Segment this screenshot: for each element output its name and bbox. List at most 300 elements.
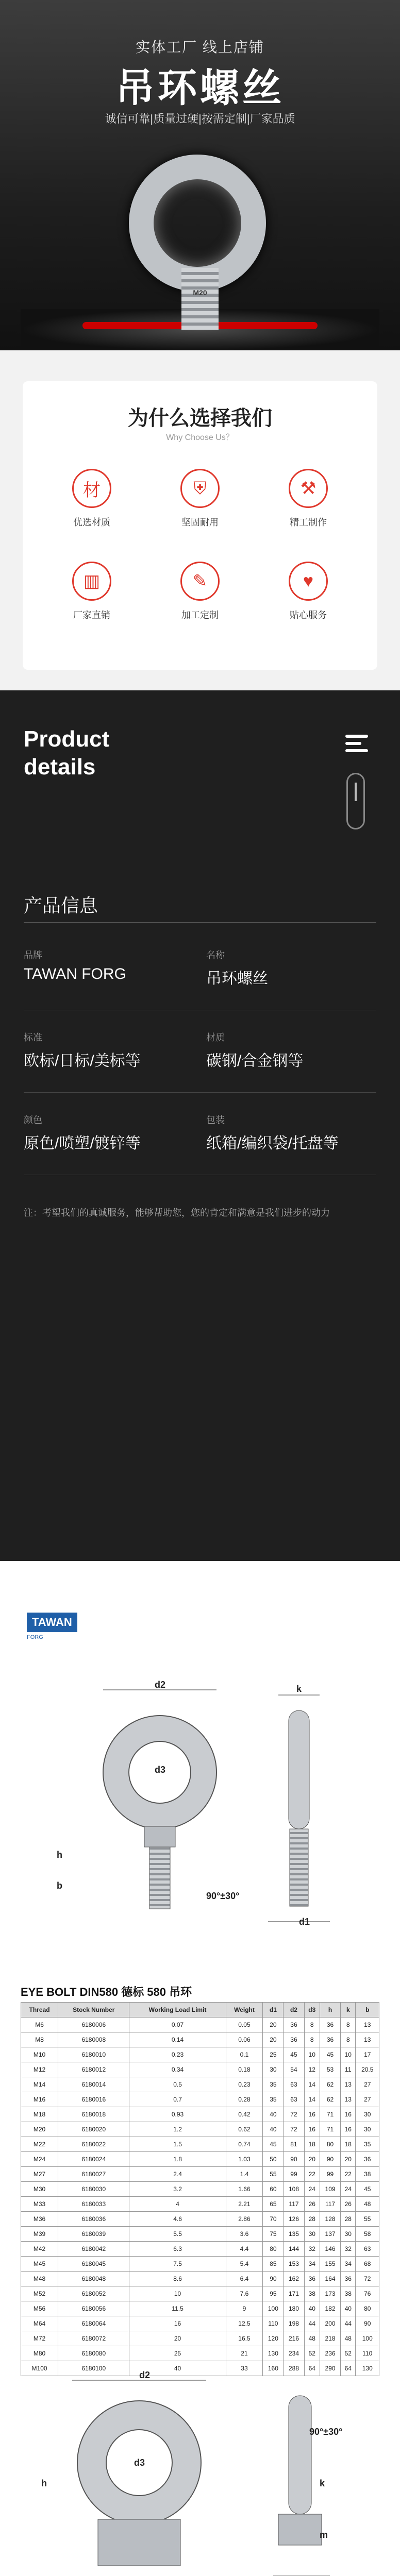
table-cell: 11.5 [129, 2301, 226, 2316]
table-cell: 30 [341, 2227, 356, 2242]
table-cell: M64 [21, 2316, 58, 2331]
table-cell: 0.62 [226, 2122, 263, 2137]
table-cell: 2.4 [129, 2167, 226, 2182]
table-cell: 1.2 [129, 2122, 226, 2137]
table-cell: M27 [21, 2167, 58, 2182]
table-cell: 80 [263, 2242, 284, 2257]
table-cell: 36 [284, 2032, 304, 2047]
table-cell: 48 [304, 2331, 320, 2346]
table-cell: 162 [284, 2272, 304, 2286]
table-cell: 72 [356, 2272, 379, 2286]
column-header: h [320, 2003, 340, 2018]
table-cell: 45 [263, 2137, 284, 2152]
table-cell: 6180042 [58, 2242, 129, 2257]
info-value: 碳钢/合金钢等 [206, 1053, 304, 1070]
table-cell: 0.06 [226, 2032, 263, 2047]
table-row [21, 2286, 379, 2301]
table-cell: 6180010 [58, 2047, 129, 2062]
table-cell: 6180018 [58, 2107, 129, 2122]
table-cell: 2.21 [226, 2197, 263, 2212]
table-cell: 90 [284, 2152, 304, 2167]
table-cell: 135 [284, 2227, 304, 2242]
feature-label: 厂家直销 [73, 610, 110, 620]
table-cell: 40 [129, 2361, 226, 2376]
table-cell: M80 [21, 2346, 58, 2361]
table-cell: M12 [21, 2062, 58, 2077]
table-cell: 64 [304, 2361, 320, 2376]
table-cell: 62 [320, 2077, 340, 2092]
table-cell: 80 [356, 2301, 379, 2316]
table-cell: 0.74 [226, 2137, 263, 2152]
table-cell: M20 [21, 2122, 58, 2137]
table-cell: 0.18 [226, 2062, 263, 2077]
info-value: 欧标/日标/美标等 [24, 1053, 141, 1070]
table-cell: 34 [304, 2257, 320, 2272]
table-cell: 12 [304, 2062, 320, 2077]
table-cell: 63 [284, 2077, 304, 2092]
factory-icon: ▥ [72, 562, 111, 601]
feature-label: 优选材质 [73, 517, 110, 528]
feature-item [169, 469, 231, 529]
table-cell: 36 [304, 2272, 320, 2286]
table-cell: 63 [356, 2242, 379, 2257]
table-cell: 153 [284, 2257, 304, 2272]
table-cell: 44 [304, 2316, 320, 2331]
table-cell: M52 [21, 2286, 58, 2301]
table-cell: 144 [284, 2242, 304, 2257]
table-cell: 20 [263, 2018, 284, 2032]
info-key: 标准 [24, 1032, 42, 1043]
table-cell: 45 [320, 2047, 340, 2062]
table-cell: 20 [304, 2152, 320, 2167]
table-cell: 6180006 [58, 2018, 129, 2032]
table-cell: 90 [356, 2316, 379, 2331]
table-cell: M56 [21, 2301, 58, 2316]
table-cell: 6180048 [58, 2272, 129, 2286]
table-cell: 81 [284, 2137, 304, 2152]
shield-icon: ⛨ [180, 469, 220, 508]
table-cell: 0.5 [129, 2077, 226, 2092]
info-brand [24, 948, 178, 983]
table-cell: M24 [21, 2152, 58, 2167]
table-cell: 90 [263, 2272, 284, 2286]
table-cell: 16.5 [226, 2331, 263, 2346]
material-icon: 材 [72, 469, 111, 508]
table-cell: 110 [356, 2346, 379, 2361]
table-cell: 146 [320, 2242, 340, 2257]
table-cell: 3.6 [226, 2227, 263, 2242]
table-row [21, 2077, 379, 2092]
table-cell: 72 [284, 2122, 304, 2137]
table-cell: 71 [320, 2122, 340, 2137]
info-packaging [206, 1113, 361, 1153]
collar [144, 1826, 175, 1847]
table-cell: 12.5 [226, 2316, 263, 2331]
table-cell: 0.34 [129, 2062, 226, 2077]
table-cell: 5.5 [129, 2227, 226, 2242]
table-cell: 32 [304, 2242, 320, 2257]
table-cell: 52 [341, 2346, 356, 2361]
table-cell: 36 [284, 2018, 304, 2032]
table-cell: M22 [21, 2137, 58, 2152]
table-row [21, 2062, 379, 2077]
dim-label: d3 [155, 1765, 166, 1775]
info-value: TAWAN FORG [24, 965, 126, 982]
table-cell: 53 [320, 2062, 340, 2077]
table-cell: 216 [284, 2331, 304, 2346]
table-cell: 0.1 [226, 2047, 263, 2062]
table-cell: 16 [341, 2122, 356, 2137]
table-row [21, 2272, 379, 2286]
table-cell: 198 [284, 2316, 304, 2331]
pencil-ruler-icon: ✎ [180, 562, 220, 601]
dim-label: d2 [155, 1680, 166, 1690]
table-cell: M100 [21, 2361, 58, 2376]
craft-icon: ⚒ [289, 469, 328, 508]
table-cell: 6180064 [58, 2316, 129, 2331]
table-cell: 6180024 [58, 2152, 129, 2167]
dim-label: d3 [134, 2458, 145, 2468]
table-row [21, 2316, 379, 2331]
table-cell: 76 [356, 2286, 379, 2301]
table-row [21, 2032, 379, 2047]
table-cell: 182 [320, 2301, 340, 2316]
table-cell: 6180036 [58, 2212, 129, 2227]
table-cell: 6180020 [58, 2122, 129, 2137]
table-cell: 180 [284, 2301, 304, 2316]
table-cell: 16 [341, 2107, 356, 2122]
dim-label: b [57, 1880, 62, 1891]
details-heading-line1: Product [24, 726, 110, 752]
dim-label: k [296, 1684, 302, 1694]
feature-label: 加工定制 [181, 610, 219, 620]
table-cell: 9 [226, 2301, 263, 2316]
table-cell: 0.93 [129, 2107, 226, 2122]
table-cell: 36 [341, 2272, 356, 2286]
scroll-indicator-icon [346, 773, 365, 829]
table-cell: 11 [341, 2062, 356, 2077]
table-cell: M18 [21, 2107, 58, 2122]
table-cell: 6180022 [58, 2137, 129, 2152]
table-cell: 65 [263, 2197, 284, 2212]
table-cell: 20 [263, 2032, 284, 2047]
table-cell: M48 [21, 2272, 58, 2286]
table-cell: 108 [284, 2182, 304, 2197]
info-value: 吊环螺丝 [206, 970, 268, 987]
table-cell: 40 [341, 2301, 356, 2316]
table-row [21, 2107, 379, 2122]
table-cell: 30 [356, 2107, 379, 2122]
table-cell: M6 [21, 2018, 58, 2032]
table-cell: 0.07 [129, 2018, 226, 2032]
table-cell: 85 [263, 2257, 284, 2272]
info-name [206, 948, 361, 988]
info-material [206, 1030, 361, 1071]
table-cell: M8 [21, 2032, 58, 2047]
column-header: d3 [304, 2003, 320, 2018]
table-cell: 95 [263, 2286, 284, 2301]
table-cell: 13 [341, 2077, 356, 2092]
table-cell: 60 [263, 2182, 284, 2197]
table-cell: 130 [263, 2346, 284, 2361]
table-cell: 6.4 [226, 2272, 263, 2286]
table-cell: 54 [284, 2062, 304, 2077]
table-cell: 13 [341, 2092, 356, 2107]
table-cell: 22 [341, 2167, 356, 2182]
table-cell: 55 [356, 2212, 379, 2227]
hero-banner [0, 0, 400, 350]
table-cell: 7.6 [226, 2286, 263, 2301]
dim-label: k [320, 2478, 325, 2488]
why-title: 为什么选择我们 [128, 407, 272, 430]
table-cell: 6180030 [58, 2182, 129, 2197]
table-cell: 6180039 [58, 2227, 129, 2242]
feature-item [61, 469, 123, 529]
table-cell: M45 [21, 2257, 58, 2272]
table-row [21, 2152, 379, 2167]
table-cell: 52 [304, 2346, 320, 2361]
thread [149, 1847, 170, 1909]
info-color [24, 1113, 178, 1153]
divider [24, 1092, 376, 1093]
table-cell: 99 [320, 2167, 340, 2182]
table-cell: 6180080 [58, 2346, 129, 2361]
table-cell: 35 [263, 2092, 284, 2107]
feature-label: 贴心服务 [290, 610, 327, 620]
details-heading-line2: details [24, 754, 96, 779]
feature-item [277, 562, 339, 621]
table-row [21, 2047, 379, 2062]
table-cell: 137 [320, 2227, 340, 2242]
table-row [21, 2018, 379, 2032]
table-row [21, 2257, 379, 2272]
table-cell: 6180012 [58, 2062, 129, 2077]
table-cell: 13 [356, 2018, 379, 2032]
info-standard [24, 1030, 178, 1071]
feature-item [61, 562, 123, 621]
table-cell: 1.4 [226, 2167, 263, 2182]
table-cell: 75 [263, 2227, 284, 2242]
spec-table [21, 2002, 379, 2376]
table-cell: M16 [21, 2092, 58, 2107]
table-cell: M10 [21, 2047, 58, 2062]
table-cell: 35 [356, 2137, 379, 2152]
table-cell: 24 [304, 2182, 320, 2197]
table-cell: 48 [341, 2331, 356, 2346]
info-value: 纸箱/编织袋/托盘等 [206, 1135, 339, 1152]
table-cell: 7.5 [129, 2257, 226, 2272]
eye-bolt-shank-image [181, 268, 219, 330]
table-cell: 36 [320, 2018, 340, 2032]
table-cell: 10 [304, 2047, 320, 2062]
table-cell: 10 [129, 2286, 226, 2301]
table-cell: 99 [284, 2167, 304, 2182]
table-cell: 26 [341, 2197, 356, 2212]
table-cell: 6180052 [58, 2286, 129, 2301]
table-cell: 160 [263, 2361, 284, 2376]
why-choose-us-section [0, 350, 400, 690]
column-header: d2 [284, 2003, 304, 2018]
table-cell: 4 [129, 2197, 226, 2212]
table-cell: 120 [263, 2331, 284, 2346]
table-cell: 130 [356, 2361, 379, 2376]
table-cell: 288 [284, 2361, 304, 2376]
column-header: k [341, 2003, 356, 2018]
why-subtitle: Why Choose Us？ [166, 433, 234, 442]
table-cell: 8 [304, 2032, 320, 2047]
table-cell: M42 [21, 2242, 58, 2257]
table-cell: 8 [341, 2018, 356, 2032]
table-header-row [21, 2003, 379, 2018]
table-cell: 28 [304, 2212, 320, 2227]
table-cell: 8 [341, 2032, 356, 2047]
table-cell: 6180045 [58, 2257, 129, 2272]
table-row [21, 2197, 379, 2212]
table-cell: 6180033 [58, 2197, 129, 2212]
table-cell: 5.4 [226, 2257, 263, 2272]
feature-item [277, 469, 339, 529]
table-cell: 70 [263, 2212, 284, 2227]
column-header: Weight [226, 2003, 263, 2018]
table-cell: 20.5 [356, 2062, 379, 2077]
table-cell: 16 [304, 2107, 320, 2122]
table-cell: 8 [304, 2018, 320, 2032]
table-row [21, 2182, 379, 2197]
column-header: Stock Number [58, 2003, 129, 2018]
table-cell: 0.28 [226, 2092, 263, 2107]
info-key: 材质 [206, 1032, 225, 1043]
brand-logo [27, 1613, 89, 1641]
table-cell: 58 [356, 2227, 379, 2242]
table-cell: 234 [284, 2346, 304, 2361]
table-cell: 24 [341, 2182, 356, 2197]
table-cell: 27 [356, 2092, 379, 2107]
table-cell: 80 [320, 2137, 340, 2152]
table-cell: 100 [356, 2331, 379, 2346]
table-cell: 1.66 [226, 2182, 263, 2197]
dim-label: 90°±30° [309, 2427, 343, 2437]
table-row [21, 2122, 379, 2137]
table-cell: 173 [320, 2286, 340, 2301]
table-cell: 25 [129, 2346, 226, 2361]
table-cell: 48 [356, 2197, 379, 2212]
table-cell: 16 [129, 2316, 226, 2331]
table-cell: 35 [263, 2077, 284, 2092]
dim-label: m [320, 2530, 328, 2540]
table-cell: 14 [304, 2077, 320, 2092]
table-cell: 27 [356, 2077, 379, 2092]
table-row [21, 2092, 379, 2107]
table-cell: M14 [21, 2077, 58, 2092]
side-view [289, 1710, 309, 1829]
table-cell: 90 [320, 2152, 340, 2167]
logo-sub: FORG [27, 1634, 43, 1640]
table-cell: 34 [341, 2257, 356, 2272]
side-thread [290, 1829, 308, 1906]
table-cell: 1.5 [129, 2137, 226, 2152]
hero-title: 吊环螺丝 [115, 66, 285, 110]
shank-marking: M20 [193, 289, 207, 297]
column-header: d1 [263, 2003, 284, 2018]
table-cell: 236 [320, 2346, 340, 2361]
table-cell: 1.8 [129, 2152, 226, 2167]
spec-section [0, 1561, 400, 2576]
table-cell: 32 [341, 2242, 356, 2257]
table-cell: 26 [304, 2197, 320, 2212]
table-cell: M30 [21, 2182, 58, 2197]
table-cell: 40 [263, 2107, 284, 2122]
table-row [21, 2227, 379, 2242]
table-cell: 38 [304, 2286, 320, 2301]
table-cell: M36 [21, 2212, 58, 2227]
table-cell: 22 [304, 2167, 320, 2182]
table-cell: 6180056 [58, 2301, 129, 2316]
table-row [21, 2212, 379, 2227]
table-cell: 30 [263, 2062, 284, 2077]
table-cell: 13 [356, 2032, 379, 2047]
table-cell: 6180027 [58, 2167, 129, 2182]
table-cell: 171 [284, 2286, 304, 2301]
eye-bolt-din580-drawing [21, 1654, 379, 1973]
info-key: 品牌 [24, 950, 42, 960]
column-header: Working Load Limit [129, 2003, 226, 2018]
feature-label: 坚固耐用 [181, 517, 219, 528]
info-key: 包装 [206, 1115, 225, 1125]
table-cell: 4.4 [226, 2242, 263, 2257]
table-cell: 117 [284, 2197, 304, 2212]
divider [24, 922, 376, 923]
feature-item [169, 562, 231, 621]
table-cell: 25 [263, 2047, 284, 2062]
table-cell: 6180072 [58, 2331, 129, 2346]
table-row [21, 2301, 379, 2316]
table-cell: 2.86 [226, 2212, 263, 2227]
table-cell: 30 [304, 2227, 320, 2242]
table-cell: M33 [21, 2197, 58, 2212]
logo-text: TAWAN [27, 1613, 77, 1632]
table-cell: 28 [341, 2212, 356, 2227]
info-key: 颜色 [24, 1115, 42, 1125]
table-cell: 18 [304, 2137, 320, 2152]
table-cell: 30 [356, 2122, 379, 2137]
table-cell: 17 [356, 2047, 379, 2062]
hero-subtitle: 诚信可靠|质量过硬|按需定制|厂家品质 [105, 112, 295, 125]
table-cell: 38 [356, 2167, 379, 2182]
table-cell: 63 [284, 2092, 304, 2107]
table-cell: 290 [320, 2361, 340, 2376]
table-cell: 218 [320, 2331, 340, 2346]
dim-label: d2 [139, 2370, 151, 2380]
table-cell: 6.3 [129, 2242, 226, 2257]
table-cell: 21 [226, 2346, 263, 2361]
table-cell: 33 [226, 2361, 263, 2376]
dim-label: d1 [299, 1917, 310, 1927]
table-cell: 3.2 [129, 2182, 226, 2197]
table-cell: 16 [304, 2122, 320, 2137]
table-cell: 36 [320, 2032, 340, 2047]
table-cell: 38 [341, 2286, 356, 2301]
table-cell: 0.42 [226, 2107, 263, 2122]
table-cell: 44 [341, 2316, 356, 2331]
table-cell: M72 [21, 2331, 58, 2346]
table-cell: 155 [320, 2257, 340, 2272]
menu-icon [345, 735, 368, 756]
feature-label: 精工制作 [290, 517, 327, 528]
table-cell: 18 [341, 2137, 356, 2152]
table-cell: 4.6 [129, 2212, 226, 2227]
table-cell: 20 [129, 2331, 226, 2346]
table-cell: 126 [284, 2212, 304, 2227]
